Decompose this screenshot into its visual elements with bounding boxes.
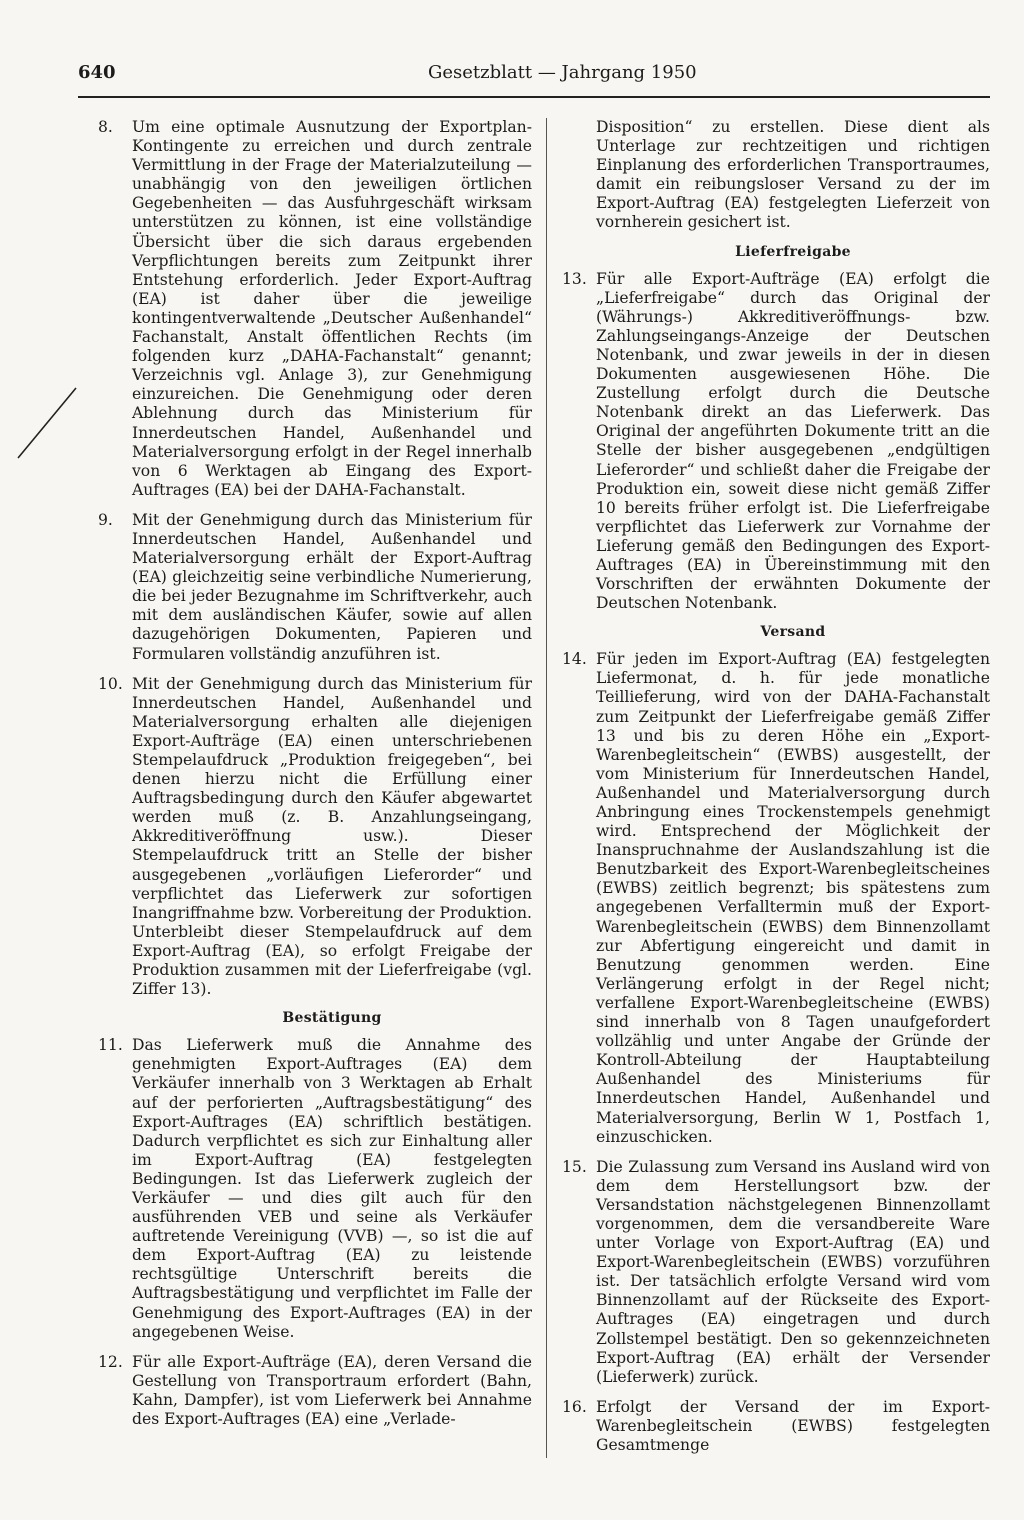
paragraph-16 [562, 1398, 990, 1455]
paragraph-text: Um eine optimale Ausnutzung der Exportplan-Kontingente zu erreichen und durch zentrale Vermittlung in der Frage der Materialzuteilung — unabhängig von den jeweiligen örtlichen Gegebenheiten — das Ausfuhrgeschäft wirksam unterstützen zu können, ist eine vollständige Übersicht über die sich daraus ergebenden Verpflichtungen bereits zum Zeitpunkt ihrer Entstehung erforderlich. Jeder Export-Auftrag (EA) ist daher über die jeweilige kontingentverwaltende „Deutscher Außenhandel“ Fachanstalt, Anstalt öffentlichen Rechts (im folgenden kurz „DAHA-Fachanstalt“ genannt; Verzeichnis vgl. Anlage 3), zur Genehmigung einzureichen. Die Genehmigung oder deren Ablehnung durch das Ministerium für Innerdeutschen Handel, Außenhandel und Materialversorgung erfolgt in der Regel innerhalb von 6 Werktagen ab Eingang des Export-Auftrages (EA) bei der DAHA-Fachanstalt. [132, 118, 532, 499]
paragraph-text: Erfolgt der Versand der im Export-Warenbegleitschein (EWBS) festgelegten Gesamtmenge [596, 1397, 990, 1454]
paragraph-number: 14. [562, 650, 587, 669]
paragraph-10 [98, 675, 532, 1000]
paragraph-text: Für jeden im Export-Auftrag (EA) festgelegten Liefermonat, d. h. für jede monatliche Teillieferung, wird von der DAHA-Fachanstalt zum Zeitpunkt der Lieferfreigabe gemäß Ziffer 13 und bis zu deren Höhe ein „Export-Warenbegleitschein“ (EWBS) ausgestellt, der vom Ministerium für Innerdeutschen Handel, Außenhandel und Materialversorgung durch Anbringung eines Trockenstempels genehmigt wird. Entsprechend der Möglichkeit der Inanspruchnahme der Auslandszahlung ist die Benutzbarkeit des Export-Warenbegleitscheines (EWBS) zeitlich begrenzt; bis spätestens zum angegebenen Verfalltermin muß der Export-Warenbegleitschein (EWBS) dem Binnenzollamt zur Abfertigung eingereicht und damit in Benutzung genommen werden. Eine Verlängerung erfolgt in der Regel nicht; verfallene Export-Warenbegleitscheine (EWBS) sind innerhalb von 8 Tagen unaufgefordert vollzählig und unter Angabe der Gründe der Kontroll-Abteilung der Hauptabteilung Außenhandel des Ministeriums für Innerdeutschen Handel, Außenhandel und Materialversorgung, Berlin W 1, Postfach 1, einzuschicken. [596, 650, 990, 1146]
paragraph-11 [98, 1036, 532, 1342]
section-heading-versand: Versand [760, 624, 826, 641]
paragraph-text: Für alle Export-Aufträge (EA), deren Versand die Gestellung von Transportraum erfordert (Bahn, Kahn, Dampfer), ist vom Lieferwerk bei Annahme des Export-Auftrages (EA) eine „Verlade- [132, 1352, 532, 1428]
paragraph-8 [98, 118, 532, 500]
paragraph-text: Mit der Genehmigung durch das Ministerium für Innerdeutschen Handel, Außenhandel und Materialversorgung erhalten alle diejenigen Export-Aufträge (EA) einen unterschriebenen Stempelaufdruck „Produktion freigegeben“, bei denen hierzu nicht die Erfüllung einer Auftragsbedingung durch den Käufer abgewartet werden muß (z. B. Anzahlungseingang, Akkreditiveröffnung usw.). Dieser Stempelaufdruck tritt an Stelle der bisher ausgegebenen „vorläufigen Lieferorder“ und verpflichtet das Lieferwerk zur sofortigen Inangriffnahme bzw. Vorbereitung der Produktion. Unterbleibt dieser Stempelaufdruck auf dem Export-Auftrag (EA), so erfolgt Freigabe der Produktion zusammen mit der Lieferfreigabe (vgl. Ziffer 13). [132, 674, 532, 999]
paragraph-number: 9. [98, 510, 113, 529]
paragraph-number: 15. [562, 1157, 587, 1176]
paragraph-number: 13. [562, 269, 587, 288]
margin-pen-stroke [14, 384, 84, 464]
paragraph-12 [98, 1353, 532, 1429]
paragraph-number: 8. [98, 118, 113, 136]
paragraph-text: Mit der Genehmigung durch das Ministerium für Innerdeutschen Handel, Außenhandel und Materialversorgung erhält der Export-Auftrag (EA) gleichzeitig seine verbindliche Numerierung, die bei jeder Bezugnahme im Schriftverkehr, auch mit dem ausländischen Käufer, sowie auf allen dazugehörigen Dokumenten, Papieren und Formularen vollständig anzuführen ist. [132, 510, 532, 663]
paragraph-13 [562, 270, 990, 614]
paragraph-15 [562, 1158, 990, 1387]
paragraph-9 [98, 511, 532, 664]
page-header [78, 62, 990, 98]
right-column [562, 118, 990, 1466]
page-number: 640 [78, 62, 116, 83]
section-heading-lieferfreigabe: Lieferfreigabe [735, 243, 851, 260]
paragraph-14 [562, 650, 990, 1146]
left-column [98, 118, 532, 1440]
paragraph-text: Das Lieferwerk muß die Annahme des genehmigten Export-Auftrages (EA) dem Verkäufer innerhalb von 3 Werktagen ab Erhalt auf der perforierten „Auftragsbestätigung“ des Export-Auftrages (EA) schriftlich bestätigen. Dadurch verpflichtet es sich zur Einhaltung aller im Export-Auftrag (EA) festgelegten Bedingungen. Ist das Lieferwerk zugleich der Verkäufer — und dies gilt auch für den ausführenden VEB und seine als Verkäufer auftretende Vereinigung (VVB) —, so ist die auf dem Export-Auftrag (EA) zu leistende rechtsgültige Unterschrift bereits die Auftragsbestätigung und verpflichtet im Falle der Genehmigung des Export-Auftrages (EA) in der angegebenen Weise. [132, 1036, 532, 1341]
paragraph-number: 10. [98, 674, 123, 693]
column-divider [546, 118, 547, 1458]
paragraph-text: Für alle Export-Aufträge (EA) erfolgt die „Lieferfreigabe“ durch das Original der (Währungs-) Akkreditiveröffnungs- bzw. Zahlungseingangs-Anzeige der Deutschen Notenbank, und zwar jeweils in der in diesen Dokumenten ausgewiesenen Höhe. Die Zustellung erfolgt durch die Deutsche Notenbank direkt an das Lieferwerk. Das Original der angeführten Dokumente tritt an die Stelle der bisher ausgegebenen „endgültigen Lieferorder“ und schließt daher die Freigabe der Produktion ein, soweit diese nicht gemäß Ziffer 10 bereits früher erfolgt ist. Die Lieferfreigabe verpflichtet das Lieferwerk zur Vornahme der Lieferung gemäß den Bedingungen des Export-Auftrages (EA) in Übereinstimmung mit den Vorschriften der erwähnten Dokumente der Deutschen Notenbank. [596, 269, 990, 613]
paragraph-number: 12. [98, 1352, 123, 1371]
paragraph-number: 11. [98, 1036, 123, 1055]
paragraph-12-continued: Disposition“ zu erstellen. Diese dient als Unterlage zur rechtzeitigen und richtigen Einplanung des erforderlichen Transportraumes, damit ein reibungsloser Versand zu der im Export-Auftrag (EA) festgelegten Lieferzeit von vornherein gesichert ist. [596, 118, 990, 232]
running-title: Gesetzblatt — Jahrgang 1950 [428, 62, 697, 83]
section-heading-bestaetigung: Bestätigung [282, 1010, 382, 1027]
paragraph-number: 16. [562, 1397, 587, 1416]
paragraph-text: Die Zulassung zum Versand ins Ausland wird von dem dem Herstellungsort bzw. der Versandstation nächstgelegenen Binnenzollamt vorgenommen, dem die versandbereite Ware unter Vorlage von Export-Auftrag (EA) und Export-Warenbegleitschein (EWBS) vorzuführen ist. Der tatsächlich erfolgte Versand wird vom Binnenzollamt auf der Rückseite des Export-Auftrages (EA) eingetragen und durch Zollstempel bestätigt. Den so gekennzeichneten Export-Auftrag (EA) erhält der Versender (Lieferwerk) zurück. [596, 1157, 990, 1386]
